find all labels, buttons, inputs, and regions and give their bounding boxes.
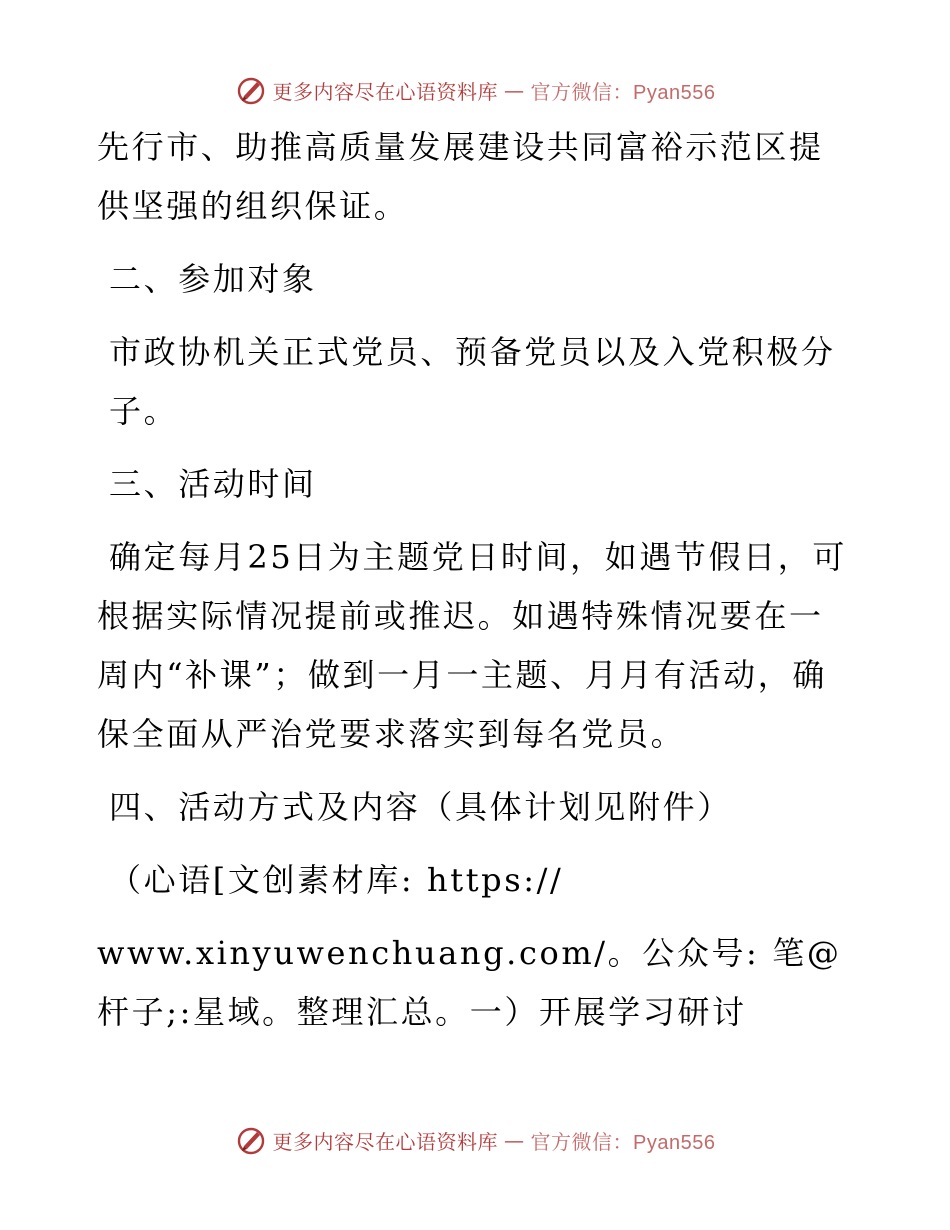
watermark-main-text: 更多内容尽在心语资料库 — [272, 1129, 499, 1154]
watermark-banner — [235, 1124, 716, 1156]
footer-watermark — [0, 1120, 950, 1160]
pen-logo-icon — [235, 1124, 267, 1156]
paragraph-participants: 市政协机关正式党员、预备党员以及入党积极分子。 — [109, 333, 836, 430]
heading-activity-time: 三、活动时间 — [109, 465, 317, 503]
watermark-banner — [235, 74, 716, 106]
paragraph-activity-time: 确定每月25日为主题党日时间，如遇节假日，可根据实际情况提前或推迟。如遇特殊情况要在一周内“补课”；做到一月一主题、月月有活动，确保全面从严治党要求落实到每名党员。 — [97, 538, 847, 753]
paragraph-source-line2: www.xinyuwenchuang.com/。公众号: 笔@杆子;:星域。整理汇总。一）开展学习研讨 — [97, 934, 842, 1031]
watermark-sub-text: 官方微信：Pyan556 — [530, 1131, 716, 1154]
paragraph-source-line1: （心语[文创素材库: https:// — [109, 861, 564, 899]
paragraph-intro: 先行市、助推高质量发展建设共同富裕示范区提供坚强的组织保证。 — [97, 128, 824, 225]
heading-activity-content: 四、活动方式及内容（具体计划见附件） — [109, 788, 732, 826]
watermark-dash: — — [504, 1128, 525, 1152]
watermark-sub-text: 官方微信：Pyan556 — [530, 81, 716, 104]
header-watermark — [0, 70, 950, 110]
heading-participants: 二、参加对象 — [109, 260, 317, 298]
document-body — [97, 118, 857, 1042]
watermark-main-text: 更多内容尽在心语资料库 — [272, 79, 499, 104]
pen-logo-icon — [235, 74, 267, 106]
watermark-dash: — — [504, 78, 525, 102]
